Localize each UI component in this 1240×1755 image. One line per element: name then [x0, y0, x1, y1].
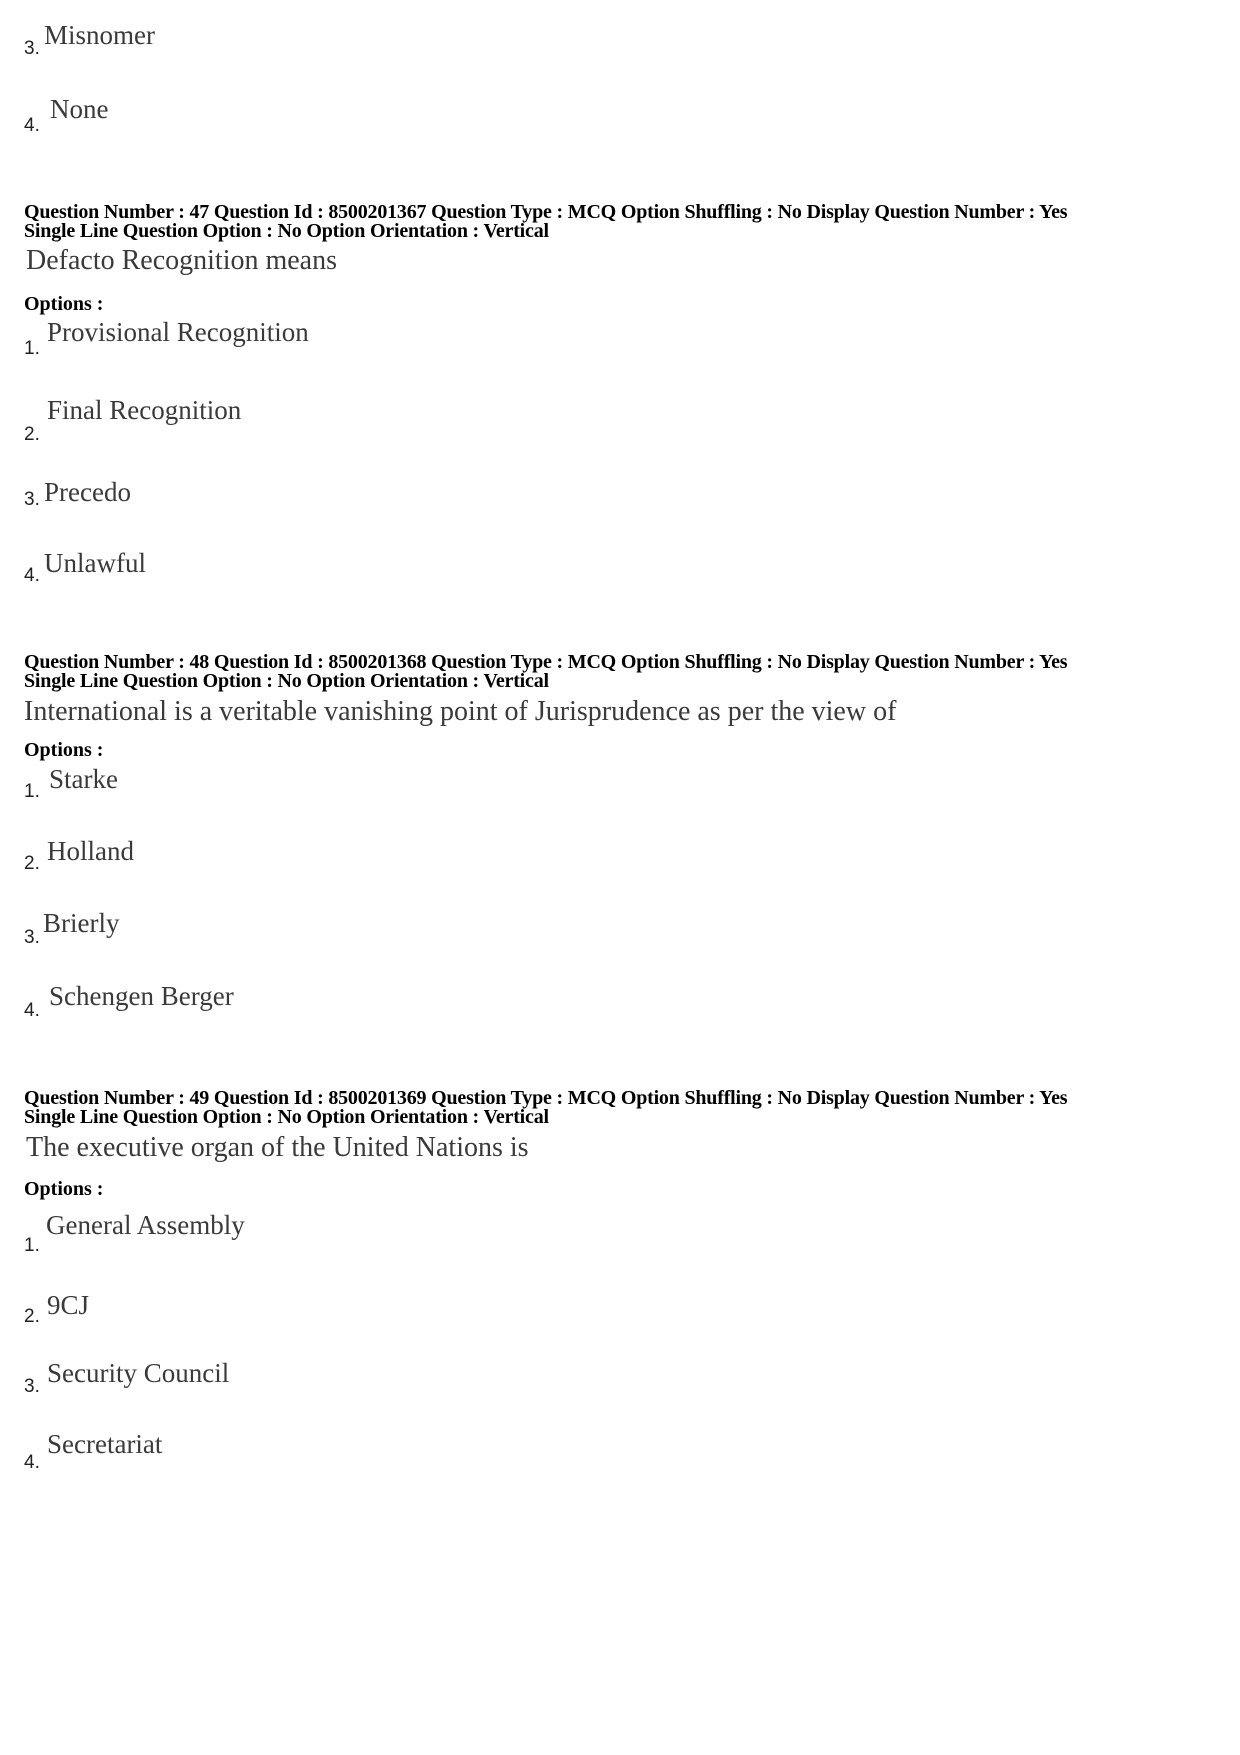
option-text: Provisional Recognition	[47, 317, 309, 347]
option-number: 1.	[24, 338, 40, 359]
option-number: 4.	[24, 565, 40, 586]
option-text: General Assembly	[46, 1210, 245, 1240]
option-number: 1.	[24, 781, 40, 802]
question-text: International is a veritable vanishing point of Jurisprudence as per the view of	[24, 696, 897, 727]
option-number: 2.	[24, 1306, 40, 1327]
option-text: None	[50, 94, 109, 124]
option-text: Unlawful	[44, 548, 146, 578]
option-number: 3.	[24, 927, 40, 948]
question-meta-line1: Question Number : 48 Question Id : 8500201368 Question Type : MCQ Option Shuffling : No Display Question Number : Yes	[24, 651, 1068, 673]
option-number: 2.	[24, 424, 40, 445]
option-text: Starke	[49, 764, 118, 794]
option-text: Misnomer	[44, 20, 155, 50]
options-label: Options :	[24, 293, 104, 315]
option-number: 3.	[24, 489, 40, 510]
option-number: 4.	[24, 1000, 40, 1021]
question-meta-line2: Single Line Question Option : No Option Orientation : Vertical	[24, 1106, 549, 1128]
option-text: Final Recognition	[47, 395, 242, 425]
option-number: 4.	[24, 115, 40, 136]
question-meta-line2: Single Line Question Option : No Option Orientation : Vertical	[24, 220, 549, 242]
question-meta-line2: Single Line Question Option : No Option Orientation : Vertical	[24, 670, 549, 692]
option-text: Security Council	[47, 1358, 230, 1388]
question-text: Defacto Recognition means	[26, 245, 338, 276]
option-number: 3.	[24, 38, 40, 59]
option-text: Holland	[47, 836, 134, 866]
options-label: Options :	[24, 1178, 104, 1200]
option-number: 1.	[24, 1235, 40, 1256]
options-label: Options :	[24, 739, 104, 761]
question-meta-line1: Question Number : 49 Question Id : 8500201369 Question Type : MCQ Option Shuffling : No Display Question Number : Yes	[24, 1087, 1068, 1109]
option-number: 4.	[24, 1452, 40, 1473]
option-text: Secretariat	[47, 1429, 163, 1459]
option-text: 9CJ	[47, 1290, 90, 1320]
option-number: 2.	[24, 853, 40, 874]
option-number: 3.	[24, 1376, 40, 1397]
option-text: Precedo	[44, 477, 131, 507]
option-text: Brierly	[43, 908, 120, 938]
question-meta-line1: Question Number : 47 Question Id : 8500201367 Question Type : MCQ Option Shuffling : No Display Question Number : Yes	[24, 201, 1068, 223]
option-text: Schengen Berger	[49, 981, 234, 1011]
question-text: The executive organ of the United Nations is	[26, 1132, 529, 1163]
